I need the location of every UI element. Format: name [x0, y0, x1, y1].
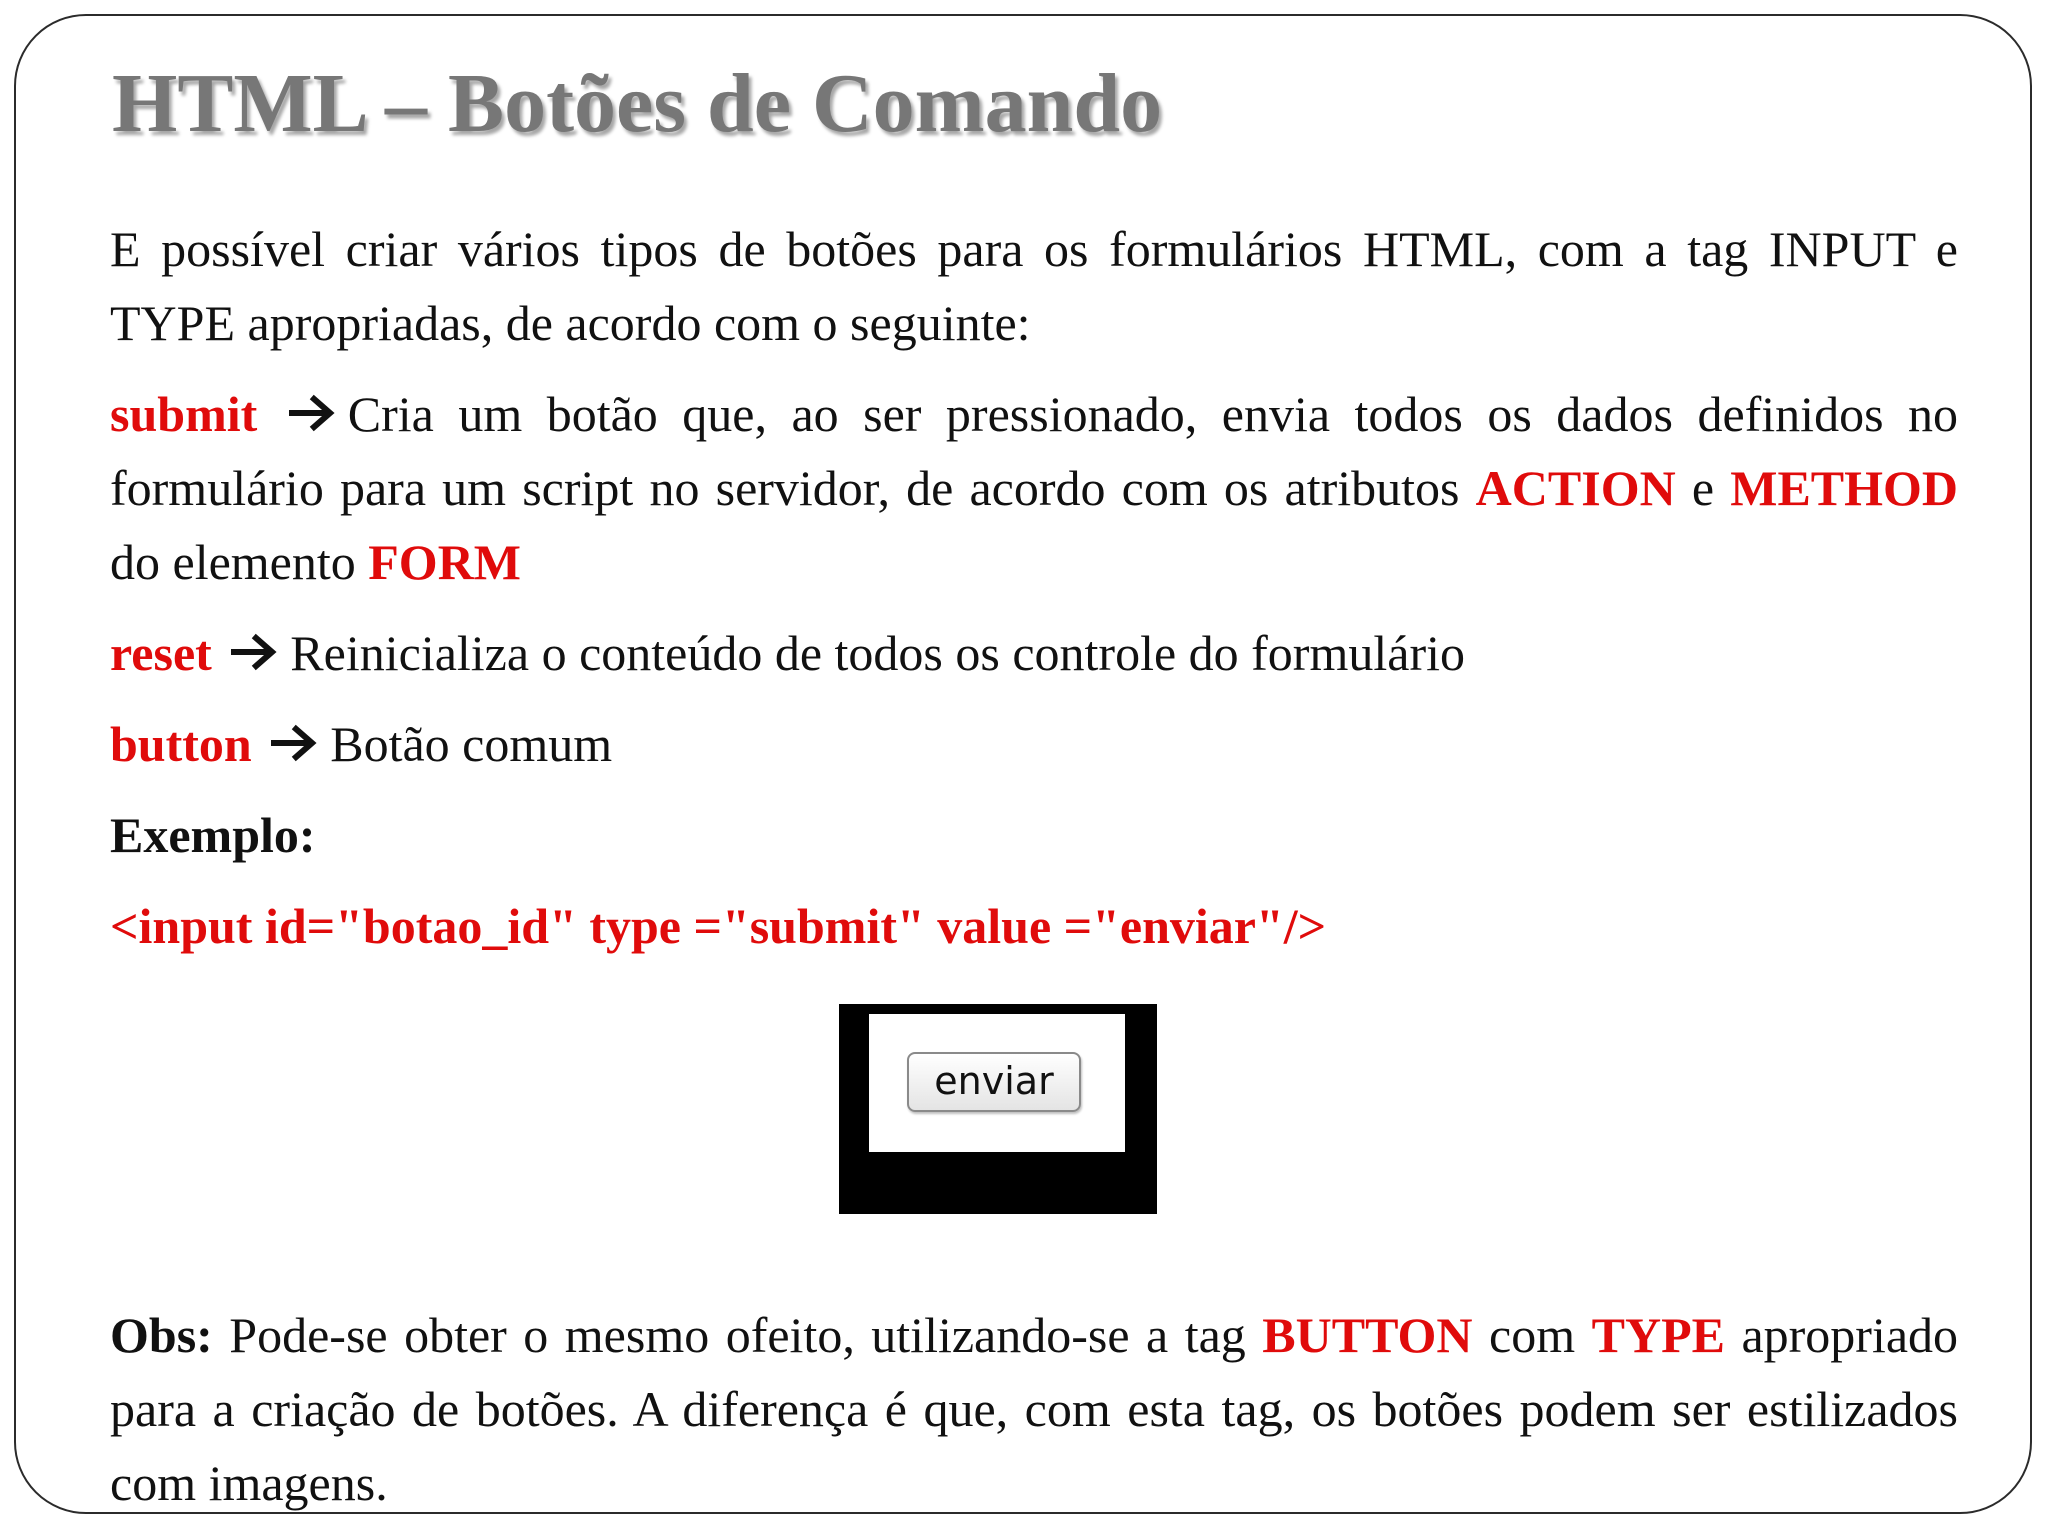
example-label: Exemplo:: [110, 807, 316, 863]
obs-text-a: Pode-se obter o mesmo ofeito, utilizando-se a tag: [229, 1307, 1246, 1363]
intro-paragraph: E possível criar vários tipos de botões para os formulários HTML, com a tag INPUT e TYPE apropriadas, de acordo com o seguinte:: [110, 221, 1958, 351]
slide-content: [110, 212, 1958, 963]
action-keyword: ACTION: [1475, 460, 1676, 516]
right-arrow-icon: [288, 393, 340, 433]
button-paragraph: [110, 707, 1958, 781]
reset-keyword: reset: [110, 625, 212, 681]
submit-keyword: submit: [110, 386, 258, 442]
obs-text-b: com: [1489, 1307, 1576, 1363]
submit-paragraph: [110, 377, 1958, 599]
slide-title: HTML – Botões de Comando: [112, 57, 1163, 150]
obs-paragraph: [110, 1298, 1958, 1520]
submit-element-text: do elemento: [110, 534, 356, 590]
enviar-button[interactable]: enviar: [907, 1052, 1081, 1112]
reset-paragraph: [110, 616, 1958, 690]
type-keyword: TYPE: [1591, 1307, 1725, 1363]
method-keyword: METHOD: [1730, 460, 1959, 516]
example-screenshot-canvas: [869, 1014, 1125, 1152]
button-description: Botão comum: [330, 716, 613, 772]
obs-label: Obs:: [110, 1307, 213, 1363]
right-arrow-icon: [270, 723, 322, 763]
submit-conjunction: e: [1691, 460, 1715, 516]
button-tag-keyword: BUTTON: [1262, 1307, 1473, 1363]
right-arrow-icon: [230, 632, 282, 672]
form-keyword: FORM: [368, 534, 521, 590]
button-keyword: button: [110, 716, 252, 772]
reset-description: Reinicializa o conteúdo de todos os controle do formulário: [290, 625, 1465, 681]
submit-description: Cria um botão que, ao ser pressionado, envia todos os dados definidos no formulário para um script no servidor, de acordo com os atributos: [110, 386, 1959, 516]
obs-text-c: apropriado para a criação de botões. A diferença é que, com esta tag, os botões podem ser estilizados com imagens.: [110, 1307, 1959, 1511]
example-code: <input id="botao_id" type ="submit" value ="enviar"/>: [110, 898, 1327, 954]
example-button-screenshot: [839, 1004, 1157, 1214]
